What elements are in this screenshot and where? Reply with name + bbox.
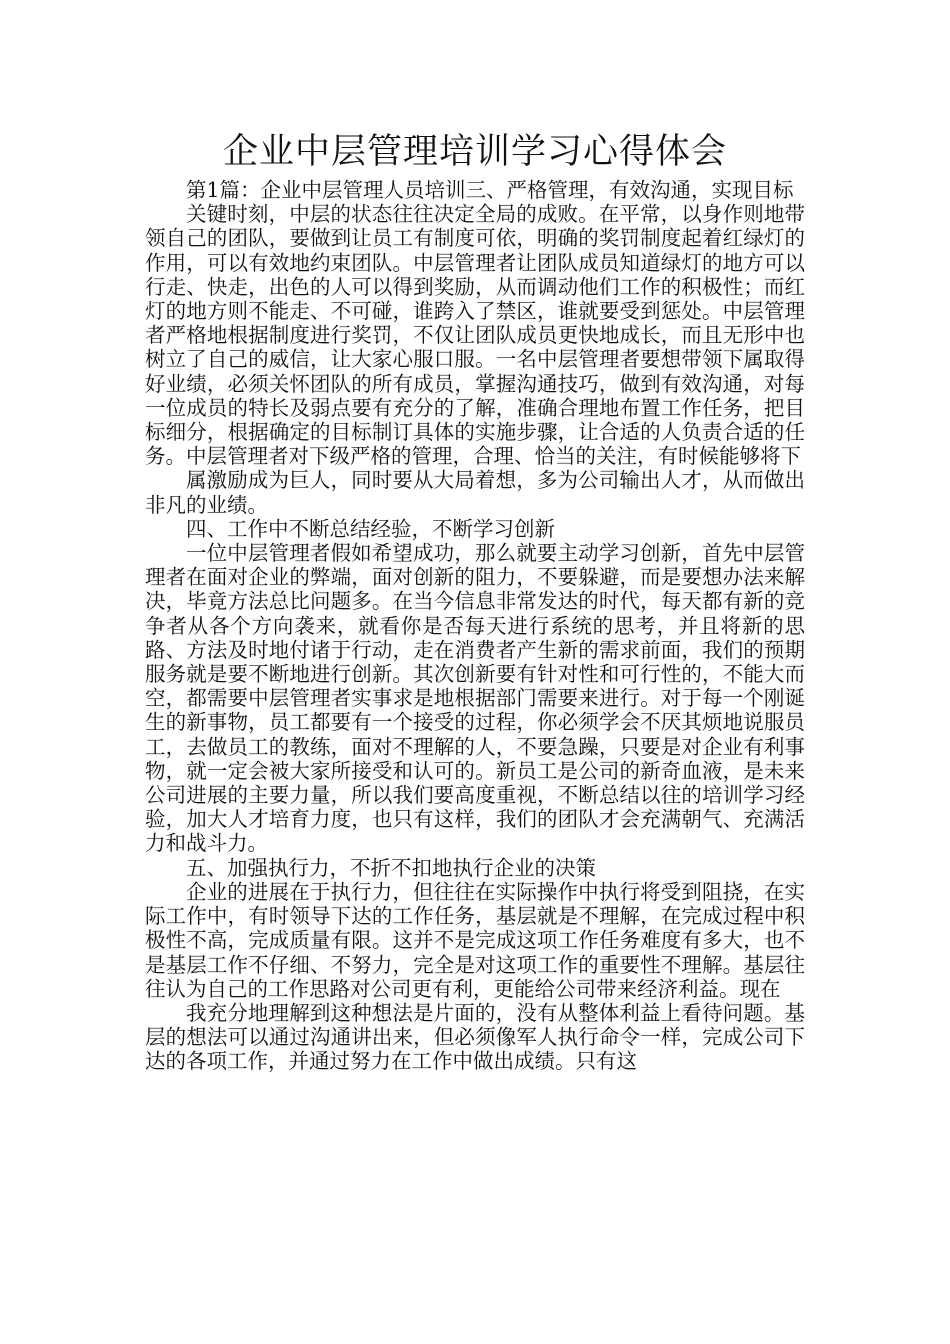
- document-page: [145, 128, 805, 1074]
- section-heading-five: 五、加强执行力，不折不扣地执行企业的决策: [186, 855, 596, 880]
- paragraph-motivation: 属激励成为巨人，同时要从大局着想，多为公司输出人才，从而做出非凡的业绩。: [145, 468, 805, 517]
- paragraph-strict-management: 关键时刻，中层的状态往往决定全局的成败。在平常，以身作则地带领自己的团队，要做到让员工有制度可依，明确的奖罚制度起着红绿灯的作用，可以有效地约束团队。中层管理者让团队成员知道绿灯的地方可以行走、快走，出色的人可以得到奖励，从而调动他们工作的积极性；而红灯的地方则不能走、不可碰，谁跨入了禁区，谁就要受到惩处。中层管理者严格地根据制度进行奖罚，不仅让团队成员更快地成长，而且无形中也树立了自己的威信，让大家心服口服。一名中层管理者要想带领下属取得好业绩，必须关怀团队的所有成员，掌握沟通技巧，做到有效沟通，对每一位成员的特长及弱点要有充分的了解，准确合理地布置工作任务，把目标细分，根据确定的目标制订具体的实施步骤，让合适的人负责合适的任务。中层管理者对下级严格的管理，合理、恰当的关注，有时候能够将下: [145, 202, 805, 469]
- paragraph-innovation: 一位中层管理者假如希望成功，那么就要主动学习创新，首先中层管理者在面对企业的弊端，面对创新的阻力，不要躲避，而是要想办法来解决，毕竟方法总比问题多。在当今信息非常发达的时代，每天都有新的竞争者从各个方向袭来，就看你是否每天进行系统的思考，并且将新的思路、方法及时地付诸于行动，走在消费者产生新的需求前面，我们的预期服务就是要不断地进行创新。其次创新要有针对性和可行性的，不能大而空，都需要中层管理者实事求是地根据部门需要来进行。对于每一个刚诞生的新事物，员工都要有一个接受的过程，你必须学会不厌其烦地说服员工，去做员工的教练，面对不理解的人，不要急躁，只要是对企业有利事物，就一定会被大家所接受和认可的。新员工是公司的新奇血液，是未来公司进展的主要力量，所以我们要高度重视，不断总结以往的培训学习经验，加大人才培育力度，也只有这样，我们的团队才会充满朝气、充满活力和战斗力。: [145, 541, 805, 856]
- paragraph-article-heading: 第1篇：企业中层管理人员培训三、严格管理，有效沟通，实现目标: [186, 178, 794, 202]
- paragraph-understanding: 我充分地理解到这种想法是片面的，没有从整体利益上看待问题。基层的想法可以通过沟通讲出来，但必须像军人执行命令一样，完成公司下达的各项工作，并通过努力在工作中做出成绩。只有这: [145, 1000, 805, 1074]
- section-heading-four: 四、工作中不断总结经验，不断学习创新: [186, 516, 555, 541]
- paragraph-execution: 企业的进展在于执行力，但往往在实际操作中执行将受到阻挠，在实际工作中，有时领导下达的工作任务，基层就是不理解，在完成过程中积极性不高，完成质量有限。这并不是完成这项工作任务难度有多大，也不是基层工作不仔细、不努力，完全是对这项工作的重要性不理解。基层往往认为自己的工作思路对公司更有利，更能给公司带来经济利益。现在: [145, 879, 805, 1001]
- document-title: 企业中层管理培训学习心得体会: [222, 132, 727, 172]
